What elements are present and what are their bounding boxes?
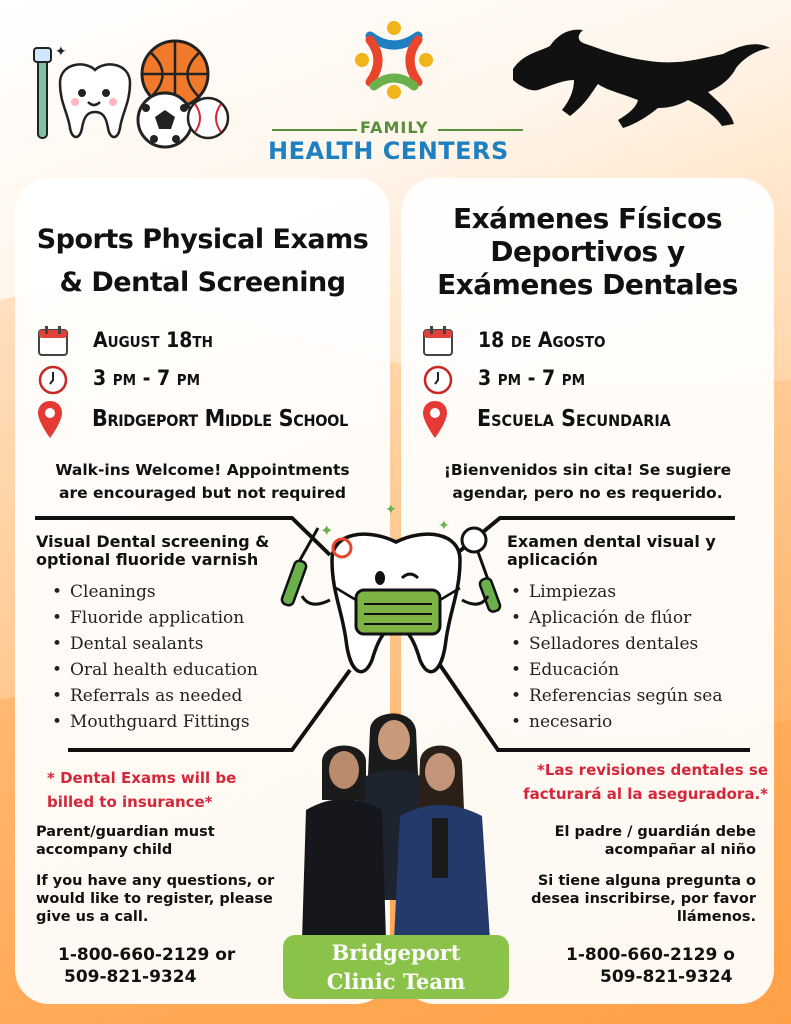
english-section-line1: Visual Dental screening & xyxy=(36,532,270,551)
spanish-phone-line2: 509-821-9324 xyxy=(600,967,733,987)
spanish-billing-note xyxy=(492,758,768,806)
english-questions-line3: give us a call. xyxy=(36,909,149,925)
english-title-line1: Sports Physical Exams xyxy=(36,224,369,255)
spanish-date: 18 de Agosto xyxy=(478,328,606,352)
svg-text:✦: ✦ xyxy=(320,521,334,540)
spanish-title-line3: Exámenes Dentales xyxy=(437,268,738,301)
spanish-section-line1: Examen dental visual y xyxy=(507,532,716,551)
english-location: Bridgeport Middle School xyxy=(92,406,348,432)
clinic-team-line1: Bridgeport xyxy=(331,940,461,965)
spanish-walkin-line1: ¡Bienvenidos sin cita! Se sugiere xyxy=(443,461,732,479)
svg-text:✦: ✦ xyxy=(438,518,450,534)
list-item: • Fluoride application xyxy=(50,605,258,631)
english-phone-line1: 1-800-660-2129 or xyxy=(58,945,236,965)
list-item: • Educación xyxy=(509,657,722,683)
english-services-list xyxy=(50,579,258,735)
clinic-team-line2: Clinic Team xyxy=(326,969,466,994)
english-time: 3 pm - 7 pm xyxy=(93,366,201,390)
english-questions-note xyxy=(36,872,274,926)
spanish-guardian-line2: acompañar al niño xyxy=(604,842,756,858)
list-item: • Aplicación de flúor xyxy=(509,605,722,631)
english-billing-line2: billed to insurance* xyxy=(47,793,213,811)
spanish-services-list xyxy=(509,579,722,735)
list-item: • Mouthguard Fittings xyxy=(50,709,258,735)
english-date: August 18th xyxy=(93,328,213,352)
spanish-phone xyxy=(566,944,735,988)
spanish-title-line2: Deportivos y xyxy=(490,235,685,268)
spanish-time: 3 pm - 7 pm xyxy=(478,366,586,390)
english-billing-line1: * Dental Exams will be xyxy=(47,769,237,787)
english-section-line2: optional fluoride varnish xyxy=(36,550,259,569)
list-item: • Referrals as needed xyxy=(50,683,258,709)
english-questions-line2: would like to register, please xyxy=(36,891,273,907)
spanish-questions-note xyxy=(500,872,756,926)
list-item: • necesario xyxy=(509,709,722,735)
english-billing-note xyxy=(47,766,236,814)
list-item: • Dental sealants xyxy=(50,631,258,657)
spanish-billing-line1: *Las revisiones dentales se xyxy=(537,761,768,779)
list-item: • Selladores dentales xyxy=(509,631,722,657)
clinic-team-photo xyxy=(300,700,495,940)
spanish-guardian-note xyxy=(500,823,756,859)
english-phone xyxy=(58,944,235,988)
spanish-questions-line1: Si tiene alguna pregunta o xyxy=(537,873,756,889)
spanish-location: Escuela Secundaria xyxy=(477,406,671,432)
english-section-heading xyxy=(36,533,269,569)
svg-text:✦: ✦ xyxy=(385,502,397,518)
english-walkin-line2: are encouraged but not required xyxy=(59,484,346,502)
spanish-section-line2: aplicación xyxy=(507,550,598,569)
english-guardian-line1: Parent/guardian must xyxy=(36,824,215,840)
spanish-title-line1: Exámenes Físicos xyxy=(452,202,723,235)
english-phone-line2: 509-821-9324 xyxy=(64,967,197,987)
spanish-walkin-line2: agendar, pero no es requerido. xyxy=(452,484,723,502)
english-walkin-line1: Walk-ins Welcome! Appointments xyxy=(55,461,350,479)
svg-text:✦: ✦ xyxy=(55,44,67,60)
english-guardian-line2: accompany child xyxy=(36,842,173,858)
spanish-billing-line2: facturará al la aseguradora.* xyxy=(523,785,768,803)
clinic-team-badge xyxy=(283,935,509,999)
english-title-line2: & Dental Screening xyxy=(59,267,346,298)
english-questions-line1: If you have any questions, or xyxy=(36,873,275,889)
tooth-mascot-icon xyxy=(280,500,512,700)
list-item: • Referencias según sea xyxy=(509,683,722,709)
spanish-phone-line1: 1-800-660-2129 o xyxy=(566,945,735,965)
logo-family-text: FAMILY xyxy=(360,118,429,137)
spanish-questions-line2: desea inscribirse, por favor xyxy=(531,891,756,907)
list-item: • Oral health education xyxy=(50,657,258,683)
spanish-guardian-line1: El padre / guardián debe xyxy=(554,824,756,840)
list-item: • Limpiezas xyxy=(509,579,722,605)
list-item: • Cleanings xyxy=(50,579,258,605)
logo-health-centers-text: HEALTH CENTERS xyxy=(268,137,509,165)
spanish-section-heading xyxy=(507,533,716,569)
english-guardian-note xyxy=(36,823,215,859)
spanish-questions-line3: llámenos. xyxy=(676,909,756,925)
